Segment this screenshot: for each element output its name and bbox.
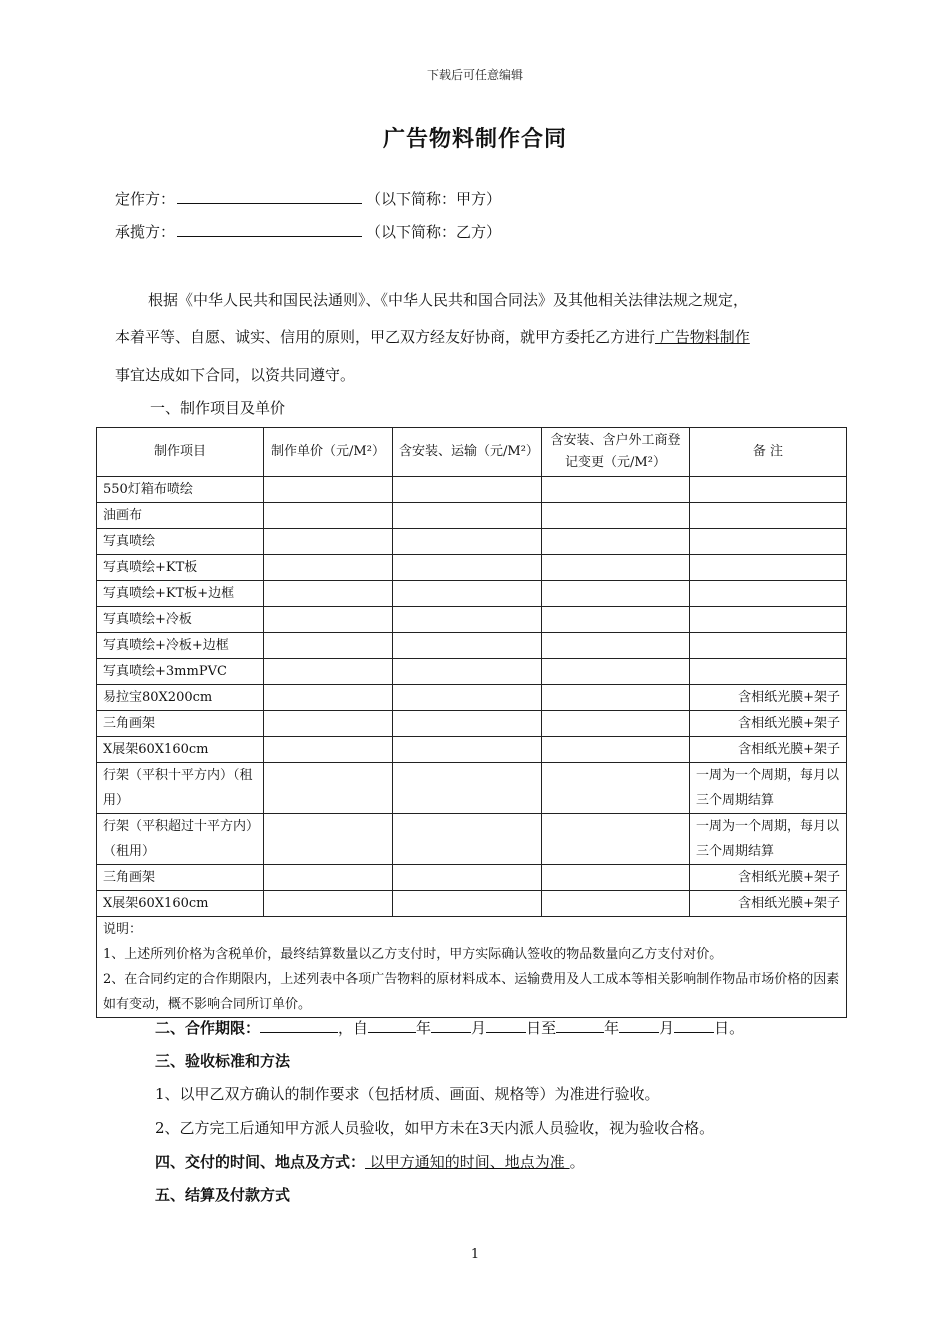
table-row (97, 555, 847, 581)
item-cell: 写真喷绘+KT板 (97, 555, 264, 581)
start-year-blank[interactable] (368, 1019, 416, 1033)
unit-price-cell[interactable] (264, 685, 393, 711)
install-registration-price-cell[interactable] (542, 737, 690, 763)
table-row (97, 814, 847, 865)
party-a-suffix: （以下简称：甲方） (366, 190, 502, 208)
remarks-cell (690, 503, 847, 529)
party-b-blank[interactable] (177, 222, 362, 237)
install-registration-price-cell[interactable] (542, 711, 690, 737)
table-body (97, 477, 847, 917)
table-row (97, 607, 847, 633)
unit-price-cell[interactable] (264, 529, 393, 555)
install-registration-price-cell[interactable] (542, 814, 690, 865)
unit-price-cell[interactable] (264, 503, 393, 529)
remarks-cell (690, 477, 847, 503)
notes-cell (97, 917, 847, 1018)
install-registration-price-cell[interactable] (542, 581, 690, 607)
end-day-label: 日。 (714, 1019, 745, 1037)
unit-price-cell[interactable] (264, 814, 393, 865)
unit-price-cell[interactable] (264, 763, 393, 814)
notes-title: 说明： (103, 922, 143, 937)
item-cell: 三角画架 (97, 711, 264, 737)
item-cell: 写真喷绘 (97, 529, 264, 555)
install-transport-price-cell[interactable] (393, 711, 542, 737)
remarks-cell (690, 607, 847, 633)
install-transport-price-cell[interactable] (393, 529, 542, 555)
end-month-blank[interactable] (619, 1019, 659, 1033)
install-registration-price-cell[interactable] (542, 763, 690, 814)
remarks-cell: 含相纸光膜+架子 (690, 737, 847, 763)
table-row (97, 865, 847, 891)
start-year-label: 年 (416, 1019, 432, 1037)
end-month-label: 月 (659, 1019, 675, 1037)
install-transport-price-cell[interactable] (393, 737, 542, 763)
table-header-row (97, 428, 847, 477)
intro-line-2-text: 本着平等、自愿、诚实、信用的原则，甲乙双方经友好协商，就甲方委托乙方进行 (115, 328, 656, 346)
install-registration-price-cell[interactable] (542, 529, 690, 555)
party-b-label: 承揽方： (115, 223, 176, 241)
remarks-cell: 含相纸光膜+架子 (690, 891, 847, 917)
unit-price-cell[interactable] (264, 659, 393, 685)
end-day-blank[interactable] (674, 1019, 714, 1033)
install-registration-price-cell[interactable] (542, 659, 690, 685)
party-b-line (115, 221, 501, 242)
end-year-label: 年 (604, 1019, 620, 1037)
header-note: 下载后可任意编辑 (426, 68, 523, 82)
page-number: 1 (470, 1247, 480, 1262)
unit-price-cell[interactable] (264, 633, 393, 659)
remarks-cell (690, 659, 847, 685)
remarks-cell: 一周为一个周期，每月以三个周期结算 (690, 814, 847, 865)
party-a-line (115, 188, 501, 209)
item-cell: 行架（平积十平方内）（租用） (97, 763, 264, 814)
remarks-cell: 含相纸光膜+架子 (690, 711, 847, 737)
install-registration-price-cell[interactable] (542, 865, 690, 891)
item-cell: 写真喷绘+KT板+边框 (97, 581, 264, 607)
unit-price-cell[interactable] (264, 865, 393, 891)
install-registration-price-cell[interactable] (542, 503, 690, 529)
item-cell: 写真喷绘+冷板+边框 (97, 633, 264, 659)
page-title: 广告物料制作合同 (382, 126, 567, 152)
notes-item-2: 2、在合同约定的合作期限内，上述列表中各项广告物料的原材料成本、运输费用及人工成本等相关影响制作物品市场价格的因素如有变动，概不影响合同所订单价。 (103, 972, 840, 1012)
table-row (97, 633, 847, 659)
table-row (97, 503, 847, 529)
table-row (97, 737, 847, 763)
start-month-blank[interactable] (431, 1019, 471, 1033)
table-row (97, 477, 847, 503)
item-cell: 写真喷绘+3mmPVC (97, 659, 264, 685)
section-1-heading: 一、制作项目及单价 (150, 399, 286, 417)
delivery-terms: 以甲方通知的时间、地点为准 (365, 1153, 570, 1171)
table-row (97, 529, 847, 555)
install-transport-price-cell[interactable] (393, 477, 542, 503)
install-registration-price-cell[interactable] (542, 685, 690, 711)
pricing-table (96, 427, 847, 1018)
section-5-heading: 五、结算及付款方式 (155, 1186, 291, 1204)
item-cell: 油画布 (97, 503, 264, 529)
section-2-from: ，自 (338, 1019, 369, 1037)
item-cell: X展架60X160cm (97, 737, 264, 763)
install-transport-price-cell[interactable] (393, 763, 542, 814)
remarks-cell (690, 581, 847, 607)
start-day-blank[interactable] (486, 1019, 526, 1033)
install-registration-price-cell[interactable] (542, 891, 690, 917)
install-transport-price-cell[interactable] (393, 633, 542, 659)
remarks-cell: 一周为一个周期，每月以三个周期结算 (690, 763, 847, 814)
intro-line-3: 事宜达成如下合同，以资共同遵守。 (115, 366, 356, 384)
remarks-cell: 含相纸光膜+架子 (690, 685, 847, 711)
remarks-cell (690, 529, 847, 555)
unit-price-cell[interactable] (264, 711, 393, 737)
start-day-to-label: 日至 (526, 1019, 557, 1037)
section-3-item-1: 1、以甲乙双方确认的制作要求（包括材质、画面、规格等）为准进行验收。 (155, 1085, 660, 1103)
install-transport-price-cell[interactable] (393, 503, 542, 529)
install-registration-price-cell[interactable] (542, 633, 690, 659)
install-transport-price-cell[interactable] (393, 814, 542, 865)
notes-item-1: 1、上述所列价格为含税单价，最终结算数量以乙方支付时，甲方实际确认签收的物品数量向乙方支付对价。 (103, 947, 723, 962)
start-month-label: 月 (471, 1019, 487, 1037)
header-unit-price: 制作单价（元/M²） (264, 428, 393, 477)
install-transport-price-cell[interactable] (393, 865, 542, 891)
item-cell: 易拉宝80X200cm (97, 685, 264, 711)
install-registration-price-cell[interactable] (542, 607, 690, 633)
unit-price-cell[interactable] (264, 607, 393, 633)
unit-price-cell[interactable] (264, 891, 393, 917)
end-year-blank[interactable] (556, 1019, 604, 1033)
unit-price-cell[interactable] (264, 737, 393, 763)
notes-row (97, 917, 847, 1018)
install-transport-price-cell[interactable] (393, 607, 542, 633)
intro-underlined-subject: 广告物料制作 (655, 328, 750, 346)
header-install-registration: 含安装、含户外工商登记变更（元/M²） (542, 428, 690, 477)
item-cell: 写真喷绘+冷板 (97, 607, 264, 633)
table-row (97, 581, 847, 607)
header-item: 制作项目 (97, 428, 264, 477)
party-a-label: 定作方： (115, 190, 176, 208)
table-row (97, 891, 847, 917)
party-b-suffix: （以下简称：乙方） (366, 223, 502, 241)
unit-price-cell[interactable] (264, 477, 393, 503)
install-transport-price-cell[interactable] (393, 555, 542, 581)
section-2-line (155, 1017, 744, 1038)
intro-line-2 (115, 326, 845, 347)
header-remarks: 备 注 (690, 428, 847, 477)
install-transport-price-cell[interactable] (393, 581, 542, 607)
install-transport-price-cell[interactable] (393, 685, 542, 711)
unit-price-cell[interactable] (264, 555, 393, 581)
remarks-cell (690, 555, 847, 581)
table-row (97, 685, 847, 711)
section-3-heading: 三、验收标准和方法 (155, 1052, 291, 1070)
section-4-end: 。 (569, 1153, 585, 1171)
header-install-transport: 含安装、运输（元/M²） (393, 428, 542, 477)
table-row (97, 659, 847, 685)
install-registration-price-cell[interactable] (542, 477, 690, 503)
item-cell: 三角画架 (97, 865, 264, 891)
unit-price-cell[interactable] (264, 581, 393, 607)
item-cell: 行架（平积超过十平方内）（租用） (97, 814, 264, 865)
section-4-line (155, 1151, 585, 1172)
install-transport-price-cell[interactable] (393, 659, 542, 685)
item-cell: 550灯箱布喷绘 (97, 477, 264, 503)
item-cell: X展架60X160cm (97, 891, 264, 917)
remarks-cell (690, 633, 847, 659)
install-registration-price-cell[interactable] (542, 555, 690, 581)
table-row (97, 763, 847, 814)
intro-line-1: 根据《中华人民共和国民法通则》、《中华人民共和国合同法》及其他相关法律法规之规定， (148, 291, 749, 309)
party-a-blank[interactable] (177, 189, 362, 204)
remarks-cell: 含相纸光膜+架子 (690, 865, 847, 891)
term-blank[interactable] (260, 1019, 338, 1033)
section-4-heading: 四、交付的时间、地点及方式： (155, 1153, 366, 1171)
table-row (97, 711, 847, 737)
section-2-heading: 二、合作期限： (155, 1019, 261, 1037)
section-3-item-2: 2、乙方完工后通知甲方派人员验收，如甲方未在3天内派人员验收，视为验收合格。 (155, 1119, 715, 1137)
install-transport-price-cell[interactable] (393, 891, 542, 917)
